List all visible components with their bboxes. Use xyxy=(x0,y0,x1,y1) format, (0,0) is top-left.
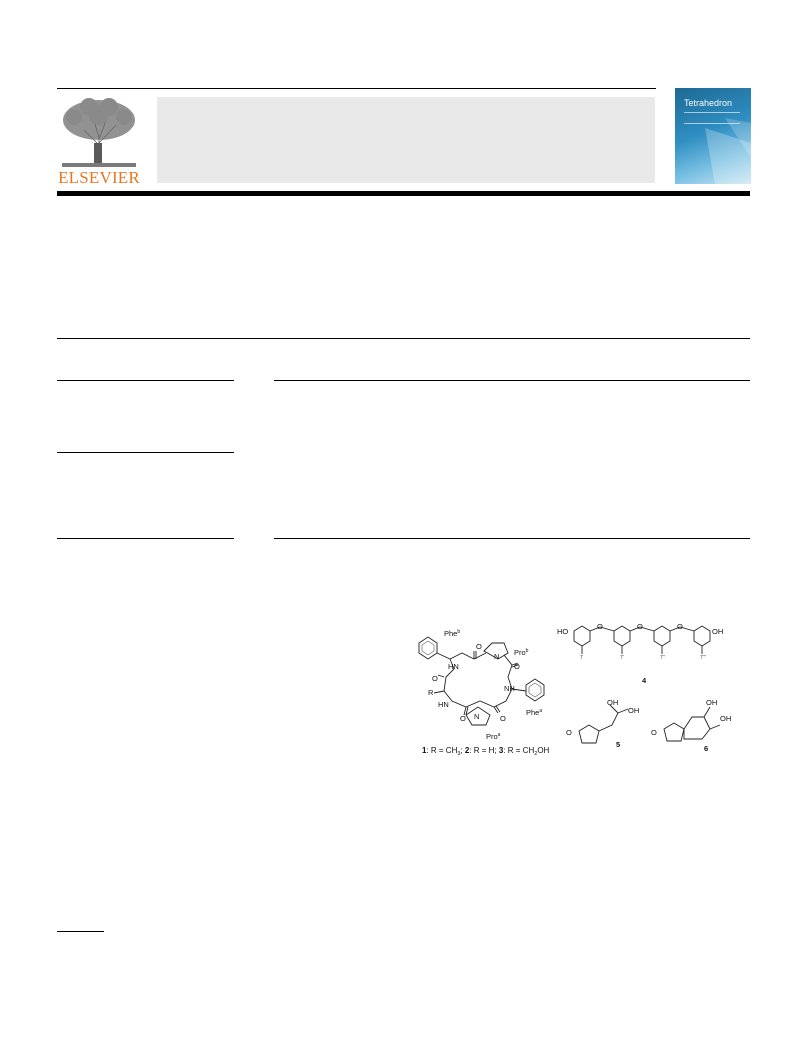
pro-b-label: Pro$^b$ xyxy=(514,648,529,657)
pro-a-label: Pro$^a$ xyxy=(486,732,501,741)
journal-cover-image xyxy=(675,88,751,184)
compound6-oh-1-label: OH xyxy=(706,698,718,707)
article-info-rule xyxy=(57,338,750,339)
n-label: N xyxy=(494,652,500,661)
n-label-2: N xyxy=(474,712,480,721)
footnote-rule xyxy=(57,931,104,932)
publisher-name: ELSEVIER xyxy=(58,168,140,187)
hn-label: HN xyxy=(448,662,459,671)
chemical-structures-figure xyxy=(414,621,754,766)
o-label-3: O xyxy=(514,662,520,671)
compound6-o-label: O xyxy=(651,728,657,737)
r-label: R xyxy=(428,688,434,697)
phe-b-label: Phe$^b$ xyxy=(444,629,461,638)
header-bottom-bar xyxy=(57,191,750,196)
article-info-section-rule xyxy=(57,380,234,381)
keywords-section-rule xyxy=(57,452,234,453)
abstract-top-rule xyxy=(274,380,750,381)
o-label-4: O xyxy=(500,714,506,723)
compound5-oh-1-label: OH xyxy=(607,698,619,707)
compound5-number: 5 xyxy=(616,740,621,749)
journal-header-box xyxy=(157,97,655,183)
compound5-o-label: O xyxy=(566,728,572,737)
figure-caption: 1: $R = CH_3$; 2: R = H; 3: $R = CH_2OH$ xyxy=(422,746,550,757)
tree-logo-icon xyxy=(54,95,144,170)
o-label-2: O xyxy=(432,674,438,683)
compound4-oh-label: OH xyxy=(712,627,724,636)
structures-svg xyxy=(414,621,754,766)
abstract-bottom-rule xyxy=(274,538,750,539)
compound6-oh-2-label: OH xyxy=(720,714,732,723)
left-column-bottom-rule xyxy=(57,538,234,539)
journal-cover-title: Tetrahedron xyxy=(684,98,733,108)
nh-label: NH xyxy=(504,684,515,693)
c4-pos-3: 7'' xyxy=(660,655,665,661)
c4-pos-4: 7''' xyxy=(700,655,706,661)
compound6-number: 6 xyxy=(704,744,709,753)
compound4-o-3-label: O xyxy=(677,622,683,631)
compound5-oh-2-label: OH xyxy=(628,706,640,715)
phe-a-label: Phe$^a$ xyxy=(526,708,543,717)
o-label-5: O xyxy=(460,714,466,723)
compound4-o-1-label: O xyxy=(597,622,603,631)
cover-graphic xyxy=(675,88,751,184)
o-label: O xyxy=(476,642,482,651)
c4-pos-2: 7' xyxy=(620,655,624,661)
compound4-number: 4 xyxy=(642,676,647,685)
compound4-ho-label: HO xyxy=(557,627,569,636)
header-top-rule xyxy=(57,88,656,89)
hn-label-2: HN xyxy=(438,700,449,709)
compound4-o-2-label: O xyxy=(637,622,643,631)
c4-pos-1: 7 xyxy=(580,655,583,661)
